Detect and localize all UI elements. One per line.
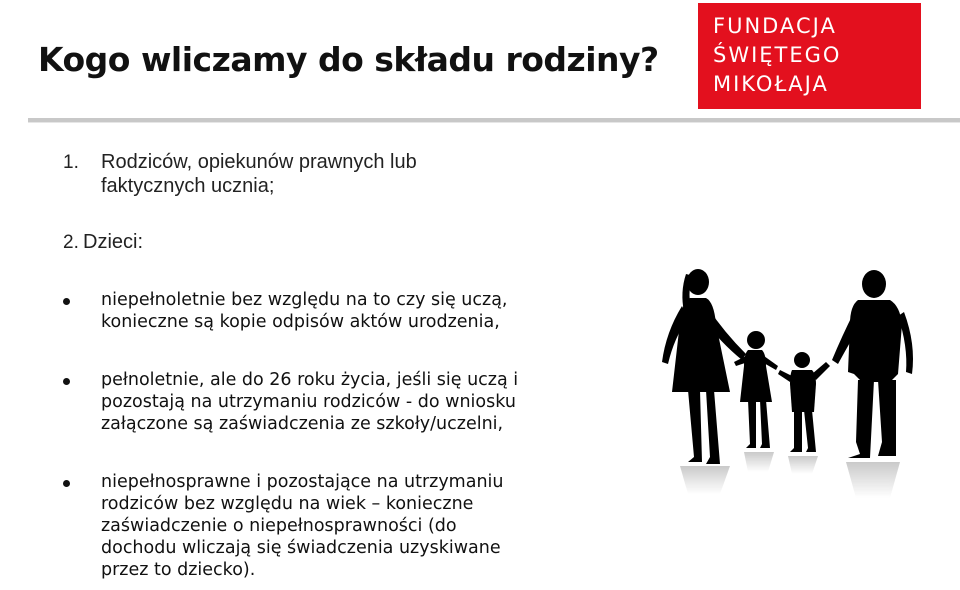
foundation-logo bbox=[698, 3, 921, 109]
bullet-dot-2 bbox=[63, 378, 70, 385]
family-silhouette-icon bbox=[650, 262, 950, 522]
list-number-2: 2. bbox=[63, 232, 79, 253]
father-figure-icon bbox=[832, 270, 913, 458]
list-item-2-line-1: Dzieci: bbox=[83, 231, 144, 253]
bullet-3-line-3: zaświadczenie o niepełnosprawności (do bbox=[101, 516, 457, 536]
bullet-dot-1 bbox=[63, 298, 70, 305]
list-item-1-line-2: faktycznych ucznia; bbox=[101, 175, 275, 197]
bullet-dot-3 bbox=[63, 480, 70, 487]
page-title: Kogo wliczamy do składu rodziny? bbox=[38, 40, 659, 79]
bullet-1-line-2: konieczne są kopie odpisów aktów urodzenia, bbox=[101, 312, 500, 332]
bullet-3-line-2: rodziców bez względu na wiek – konieczne bbox=[101, 494, 474, 514]
bullet-2-line-2: pozostają na utrzymaniu rodziców - do wniosku bbox=[101, 392, 516, 412]
bullet-3-line-1: niepełnosprawne i pozostające na utrzymaniu bbox=[101, 472, 504, 492]
header-divider bbox=[28, 118, 960, 123]
bullet-1-line-1: niepełnoletnie bez względu na to czy się uczą, bbox=[101, 290, 508, 310]
bullet-text-1 bbox=[101, 289, 601, 333]
bullet-2-line-1: pełnoletnie, ale do 26 roku życia, jeśli się uczą i bbox=[101, 370, 519, 390]
logo-line-2: ŚWIĘTEGO bbox=[713, 43, 842, 67]
boy-figure-icon bbox=[778, 352, 830, 452]
list-number-1: 1. bbox=[63, 152, 79, 173]
mother-figure-icon bbox=[662, 269, 746, 464]
bullet-2-line-3: załączone są zaświadczenia ze szkoły/uczelni, bbox=[101, 414, 504, 434]
bullet-3-line-5: przez to dziecko). bbox=[101, 560, 256, 580]
logo-line-1: FUNDACJA bbox=[713, 14, 837, 38]
list-item-1-line-1: Rodziców, opiekunów prawnych lub bbox=[101, 151, 417, 173]
logo-line-3: MIKOŁAJA bbox=[713, 72, 829, 96]
bullet-text-3 bbox=[101, 471, 601, 581]
bullet-text-2 bbox=[101, 369, 601, 435]
bullet-3-line-4: dochodu wliczają się świadczenia uzyskiwane bbox=[101, 538, 501, 558]
